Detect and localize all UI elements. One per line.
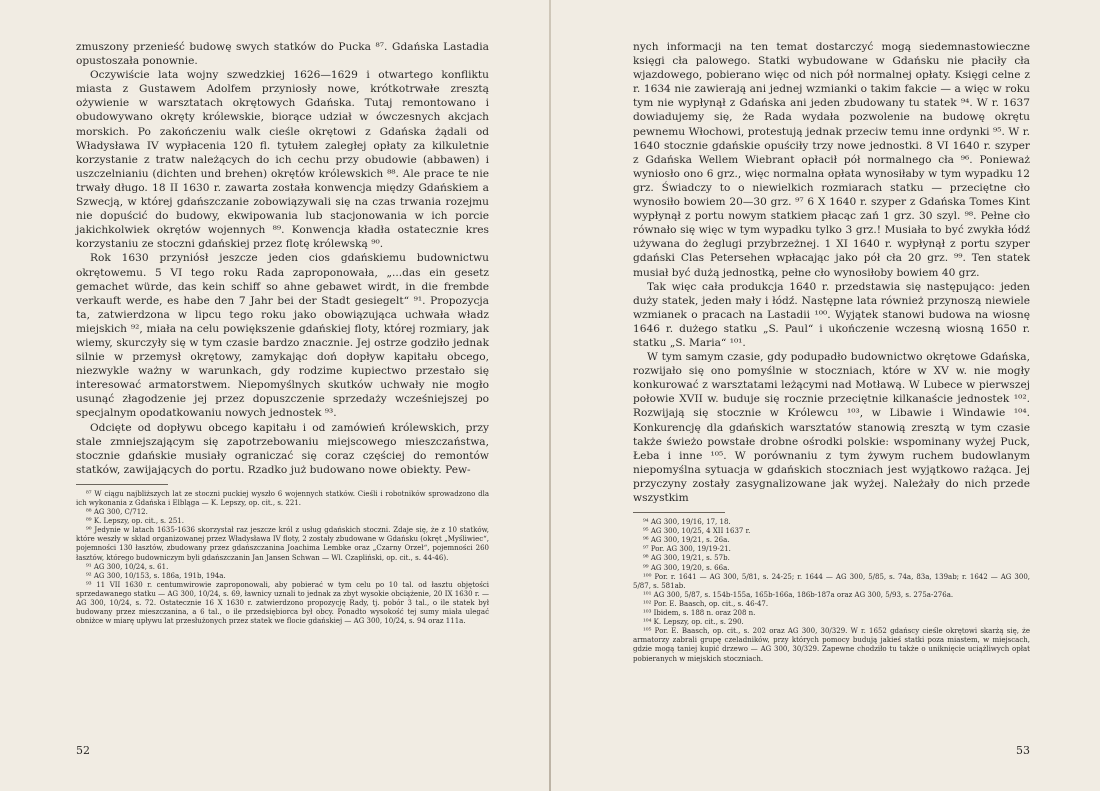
page-number-left: 52 — [76, 744, 90, 757]
page-number-right: 53 — [1016, 744, 1030, 757]
footnote-88: ⁸⁸ AG 300, C/712. — [86, 508, 148, 517]
footnote-104: ¹⁰⁴ K. Lepszy, op. cit., s. 290. — [643, 618, 744, 627]
right-page — [551, 0, 1100, 791]
footnote-91: ⁹¹ AG 300, 10/24, s. 61. — [86, 562, 169, 571]
footnote-94: ⁹⁴ AG 300, 19/16, 17, 18. — [643, 518, 731, 527]
footnote-102: ¹⁰² Por. E. Baasch, op. cit., s. 46-47. — [643, 599, 769, 608]
footnote-105: ¹⁰⁵ Por. E. Baasch, op. cit., s. 202 oraz AG 300, 30/329. W r. 1652 gdańscy cieśle okrętowi skarżą się, że armatorzy zabrali grupę czeladników, przy których pomocy budują jakieś statki poza miastem, w miejscach, gdzie mogą taniej kupić drzewo — AG 300, 30/329. Zapewne chodziło tu także o uniknięcie uciążliwych opłat pobieranych w miejskich stoczniach. — [633, 627, 1030, 663]
right-footnotes — [633, 518, 1030, 664]
footnote-87: ⁸⁷ W ciągu najbliższych lat ze stoczni puckiej wyszło 6 wojennych statków. Cieśli i robotników sprowadzono dla ich wykonania z Gdańska i Elbląga — K. Lepszy, op. cit., s. 221. — [76, 489, 489, 507]
left-paragraph-4: Odcięte od dopływu obcego kapitału i od zamówień królewskich, przy stale zmniejszającym się zapotrzebowaniu miejscowego mieszczaństwa, stocznie gdańskie musiały ograniczać się coraz częściej do remontów statków, zawijających do portu. Rzadko już budowano nowe obiekty. Pew- — [76, 421, 489, 476]
footnote-89: ⁸⁹ K. Lepszy, op. cit., s. 251. — [86, 517, 184, 526]
footnote-99: ⁹⁹ AG 300, 19/20, s. 66a. — [643, 563, 730, 572]
footnote-90: ⁹⁰ Jedynie w latach 1635-1636 skorzystał raz jeszcze król z usług gdańskich stoczni. Zdaje się, że z 10 statków, które weszły w skład organizowanej przez Władysława IV floty, 2 zostały zbudowane w Gdańsku (okręt „Myśliwiec“, pojemności 130 łasztów, zbudowany przez gdańszczanina Joachima Lembke oraz „Czarny Orzeł“, pojemności 260 łasztów, którego budowniczym byli gdańszczanin Jan Jansen Schwan — Wl. Czapliński, op. cit., s. 44-46). — [76, 526, 489, 562]
left-footnotes — [76, 490, 489, 626]
footnote-103: ¹⁰³ Ibidem, s. 188 n. oraz 208 n. — [643, 609, 756, 618]
footnote-92: ⁹² AG 300, 10/153, s. 186a, 191b, 194a. — [86, 571, 226, 580]
footnote-97: ⁹⁷ Por. AG 300, 19/19-21. — [643, 545, 731, 554]
footnote-divider — [633, 512, 725, 513]
left-paragraph-3: Rok 1630 przyniósł jeszcze jeden cios gdańskiemu budownictwu okrętowemu. 5 VI tego roku Rada zaproponowała, „...das ein gesetz gemachet würde, das kein schiff so ahne gebawet wirdt, in die frembde verkauft werde, es habe den 7 Jahr bei der Stadt gesiegelt“ ⁹¹. Propozycja ta, zatwierdzona w lipcu tego roku jako obowiązująca uchwała władz miejskich ⁹², miała na celu powiększenie gdańskiej floty, której rozmiary, jak wiemy, skurczyły się w tym czasie bardzo znacznie. Jej ostrze godziło jednak silnie w przemysł okrętowy, zamykając doń dopływ kapitału obcego, niezwykle ważny w warunkach, gdy rodzime kupiectwo przestało się interesować armatorstwem. Niepomyślnych skutków uchwały nie mogło usunąć złagodzenie jej przez dopuszczenie sprzedaży wcześniejszej po specjalnym opodatkowaniu nowych jednostek ⁹³. — [76, 252, 489, 420]
left-paragraph-1: zmuszony przenieść budowę swych statków do Pucka ⁸⁷. Gdańska Lastadia opustoszała ponownie. — [76, 41, 489, 68]
left-paragraph-2: Oczywiście lata wojny szwedzkiej 1626—1629 i otwartego konfliktu miasta z Gustawem Adolfem przyniosły nowe, krótkotrwałe zresztą ożywienie w warsztatach okrętowych Gdańska. Tutaj remontowano i obudowywano okręty królewskie, biorące udział w ówczesnych akcjach morskich. Po zakończeniu walk cieśle okrętowi z Gdańska żądali od Władysława IV wypłacenia 120 fl. tytułem zaległej opłaty za kilkuletnie korzystanie z tratw należących do ich cechu przy obudowie (abbawen) i uszczelnianiu (dichten und brehen) okrętów królewskich ⁸⁸. Ale prace te nie trwały długo. 18 II 1630 r. zawarta została konwencja między Gdańskiem a Szwecją, w której gdańszczanie zobowiązywali się na czas trwania rozejmu nie dopuścić do budowy, ekwipowania lub stacjonowania w ich porcie jakichkolwiek okrętów wojennych ⁸⁹. Konwencja kładła ostatecznie kres korzystaniu ze stoczni gdańskiej przez flotę królewską ⁹⁰. — [76, 69, 489, 251]
footnote-100: ¹⁰⁰ Por. r. 1641 — AG 300, 5/81, s. 24-25; r. 1644 — AG 300, 5/85, s. 74a, 83a, 139ab; r. 1642 — AG 300, 5/87, s. 581ab. — [633, 572, 1030, 590]
footnote-101: ¹⁰¹ AG 300, 5/87, s. 154b-155a, 165b-166a, 186b-187a oraz AG 300, 5/93, s. 275a-276a. — [643, 590, 954, 599]
left-page — [0, 0, 549, 791]
footnote-95: ⁹⁵ AG 300, 10/25, 4 XII 1637 r. — [643, 527, 751, 536]
footnote-96: ⁹⁶ AG 300, 19/21, s. 26a. — [643, 536, 730, 545]
footnote-divider — [76, 484, 168, 485]
footnote-93: ⁹³ 11 VII 1630 r. centumwirowie zaproponowali, aby pobierać w tym celu po 10 tal. od łasztu objętości sprzedawanego statku — AG 300, 10/24, s. 69, ławnicy uznali to jednak za zbyt wysokie obciążenie, 20 IX 1630 r. — AG 300, 10/24, s. 72. Ostatecznie 16 X 1630 r. zatwierdzono propozycję Rady, tj. pobór 3 tal., o ile statek był budowany przez mieszczanina, a 6 tal., o ile przedsiębiorca był obcy. Ponadto wysokość tej sumy miała ulegać obniżce w miarę upływu lat przesłużonych przez statek we flocie gdańskiej — AG 300, 10/24, s. 94 oraz 111a. — [76, 580, 489, 626]
right-body-text — [633, 40, 1030, 505]
left-body-text — [76, 40, 489, 477]
right-paragraph-2: Tak więc cała produkcja 1640 r. przedstawia się następująco: jeden duży statek, jeden mały i łódź. Następne lata również przynoszą niewiele wzmianek o pracach na Lastadii ¹⁰⁰. Wyjątek stanowi budowa na wiosnę 1646 r. dużego statku „S. Paul“ i ukończenie wczesną wiosną 1650 r. statku „S. Maria“ ¹⁰¹. — [633, 280, 1030, 349]
right-paragraph-1: nych informacji na ten temat dostarczyć mogą siedemnastowieczne księgi cła palowego. Statki wybudowane w Gdańsku nie płaciły cła wjazdowego, pobierano więc od nich pół normalnej opłaty. Księgi celne z r. 1634 nie zawierają ani jednej wzmianki o takim fakcie — a więc w roku tym nie wypłynął z Gdańska ani jeden zbudowany tu statek ⁹⁴. W r. 1637 dowiadujemy się, że Rada wydała pozwolenie na budowę okrętu pewnemu Włochowi, protestują jednak przeciw temu inne ordynki ⁹⁵. W r. 1640 stocznie gdańskie opuściły trzy nowe jednostki. 8 VI 1640 r. szyper z Gdańska Wellem Wiebrant opłacił pół normalnego cła ⁹⁶. Ponieważ wyniosło ono 6 grz., więc normalna opłata wynosiłaby w tym wypadku 12 grz. Świadczy to o niewielkich rozmiarach statku — przeciętne cło wynosiło bowiem 20—30 grz. ⁹⁷ 6 X 1640 r. szyper z Gdańska Tomes Kint wypłynął z portu nowym statkiem płacąc zań 1 grz. 30 szyl. ⁹⁸. Pełne cło równało się więc w tym wypadku tylko 3 grz.! Musiała to być zwykła łódź używana do żeglugi przybrzeżnej. 1 XI 1640 r. wypłynął z portu szyper gdański Clas Petersehen wpłacając jako pół cła 20 grz. ⁹⁹. Ten statek musiał być dużą jednostką, pełne cło wynosiłoby bowiem 40 grz. — [633, 41, 1030, 279]
right-paragraph-3: W tym samym czasie, gdy podupadło budownictwo okrętowe Gdańska, rozwijało się ono pomyślnie w stoczniach, które w XV w. nie mogły konkurować z warsztatami leżącymi nad Motławą. W Lubece w pierwszej połowie XVII w. buduje się rocznie przeciętnie kilkanaście jednostek ¹⁰². Rozwijają się stocznie w Królewcu ¹⁰³, w Libawie i Windawie ¹⁰⁴. Konkurencję dla gdańskich warsztatów stanowią zresztą w tym czasie także świeżo powstałe drobne ośrodki polskie: wspominany wyżej Puck, Łeba i inne ¹⁰⁵. W porównaniu z tym żywym ruchem budowlanym niepomyślna sytuacja w gdańskich stoczniach jest wyjątkowo rażąca. Jej przyczyny zostały zasygnalizowane jak wyżej. Należały do nich przede wszystkim — [633, 351, 1030, 504]
footnote-98: ⁹⁸ AG 300, 19/21, s. 57b. — [643, 554, 730, 563]
